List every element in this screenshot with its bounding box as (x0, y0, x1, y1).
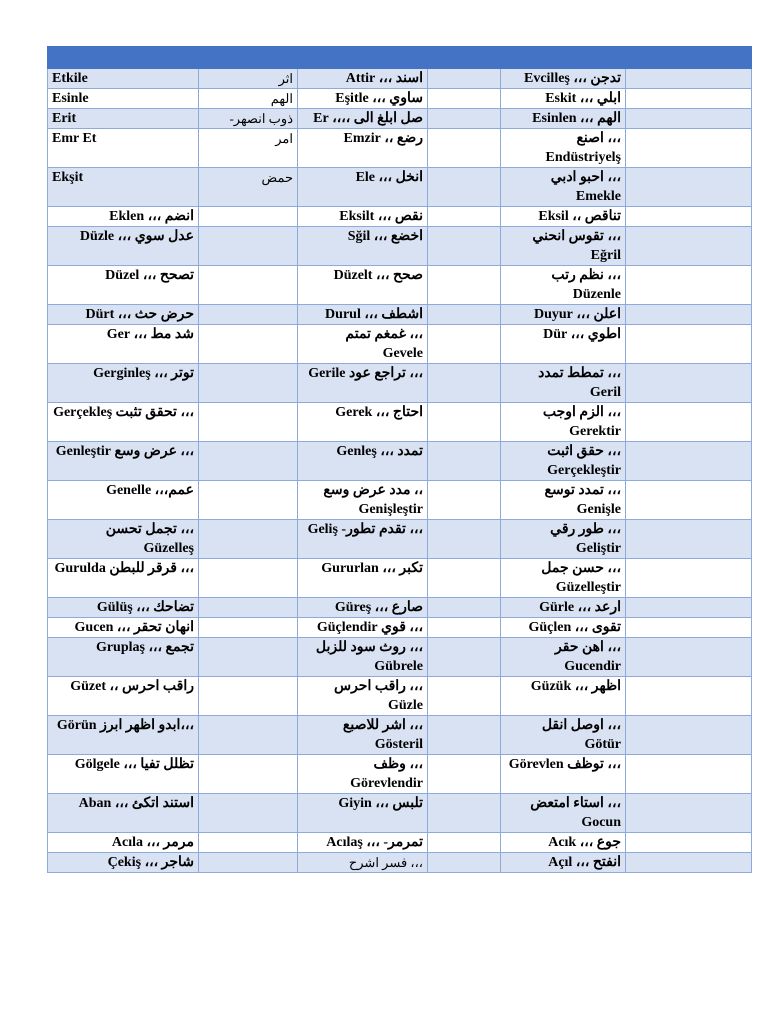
table-cell (626, 442, 752, 481)
table-cell: الهم (199, 89, 298, 109)
table-cell (428, 168, 501, 207)
table-cell (626, 305, 752, 325)
table-cell (428, 403, 501, 442)
table-cell (428, 129, 501, 168)
table-cell: ساوي ،،، Eşitle (298, 89, 428, 109)
table-cell (199, 598, 298, 618)
table-row (48, 109, 752, 129)
table-cell: Etkile (48, 69, 199, 89)
table-cell (199, 442, 298, 481)
table-cell (626, 853, 752, 873)
table-cell: عمم،،، Genelle (48, 481, 199, 520)
header-cell (428, 47, 501, 69)
table-row (48, 207, 752, 227)
table-cell (626, 716, 752, 755)
table-cell (199, 794, 298, 833)
table-cell (428, 442, 501, 481)
table-cell: انضم ،،، Eklen (48, 207, 199, 227)
table-cell (199, 481, 298, 520)
table-cell: Ekşit (48, 168, 199, 207)
table-cell (428, 794, 501, 833)
table-cell (626, 794, 752, 833)
table-cell (199, 227, 298, 266)
table-cell: ،،، تمطط تمدد Geril (501, 364, 626, 403)
table-cell: ،،، تحقق تثبت Gerçekleş (48, 403, 199, 442)
table-cell (626, 89, 752, 109)
table-cell: ،،، قوي Güçlendir (298, 618, 428, 638)
table-cell (626, 403, 752, 442)
table-cell (626, 168, 752, 207)
table-cell: اعلن ،،، Duyur (501, 305, 626, 325)
table-cell (428, 716, 501, 755)
table-cell (199, 520, 298, 559)
table-row (48, 755, 752, 794)
table-cell: تقوى ،،، Güçlen (501, 618, 626, 638)
table-cell (428, 364, 501, 403)
table-cell (199, 305, 298, 325)
table-cell: ،،، تجمل تحسن Güzelleş (48, 520, 199, 559)
table-cell (626, 638, 752, 677)
table-cell: ،،، حقق اثبت Gerçekleştir (501, 442, 626, 481)
table-cell (626, 109, 752, 129)
table-cell (428, 853, 501, 873)
table-cell (428, 207, 501, 227)
table-cell (626, 129, 752, 168)
table-cell: ،،، الزم اوجب Gerektir (501, 403, 626, 442)
table-cell: تمرمر- ،،، Acılaş (298, 833, 428, 853)
table-cell: اظهر ،،، Güzük (501, 677, 626, 716)
table-cell: حمض (199, 168, 298, 207)
table-cell (626, 481, 752, 520)
table-row (48, 598, 752, 618)
table-cell (626, 598, 752, 618)
table-cell: ،،، تقوس انحني Eğril (501, 227, 626, 266)
table-cell (626, 618, 752, 638)
table-cell: احتاج ،،، Gerek (298, 403, 428, 442)
table-cell: اثر (199, 69, 298, 89)
table-cell (428, 266, 501, 305)
table-row (48, 618, 752, 638)
table-cell (199, 364, 298, 403)
table-cell (626, 520, 752, 559)
table-cell (626, 833, 752, 853)
table-row (48, 481, 752, 520)
table-cell (199, 638, 298, 677)
table-cell: تمدد ،،، Genleş (298, 442, 428, 481)
table-cell (428, 677, 501, 716)
table-cell: ،،، طور رقي Geliştir (501, 520, 626, 559)
table-cell: Erit (48, 109, 199, 129)
table-row (48, 833, 752, 853)
table-row (48, 442, 752, 481)
table-cell: تناقص ،، Eksil (501, 207, 626, 227)
table-cell: ،،، نظم رتب Düzenle (501, 266, 626, 305)
table-row (48, 559, 752, 598)
table-cell (626, 677, 752, 716)
table-cell: ،،، اوصل انقل Götür (501, 716, 626, 755)
table-cell (199, 755, 298, 794)
table-body (48, 47, 752, 873)
table-cell (626, 325, 752, 364)
table-row (48, 89, 752, 109)
table-cell (428, 109, 501, 129)
table-cell: اطوي ،،، Dür (501, 325, 626, 364)
table-cell: الهم ،،، Esinlen (501, 109, 626, 129)
header-cell (199, 47, 298, 69)
table-cell (199, 618, 298, 638)
table-cell: تجمع ،،، Gruplaş (48, 638, 199, 677)
table-cell: مرمر ،،، Acıla (48, 833, 199, 853)
table-row (48, 403, 752, 442)
table-row (48, 227, 752, 266)
table-cell: تدجن ،،، Evcilleş (501, 69, 626, 89)
table-row (48, 305, 752, 325)
table-cell: ،،، اهن حقر Gucendir (501, 638, 626, 677)
table-cell: ذوب انصهر- (199, 109, 298, 129)
table-cell (199, 833, 298, 853)
table-cell: صحح ،،، Düzelt (298, 266, 428, 305)
table-cell: شاجر ،،، Çekiş (48, 853, 199, 873)
table-row (48, 716, 752, 755)
table-cell: اخضع ،،، Sğil (298, 227, 428, 266)
table-cell: اسند ،،، Attir (298, 69, 428, 89)
table-cell: جوع ،،، Acık (501, 833, 626, 853)
table-cell: ،،، اصنع Endüstriyelş (501, 129, 626, 168)
table-row (48, 266, 752, 305)
table-cell (199, 677, 298, 716)
table-cell: عدل سوي ،،، Düzle (48, 227, 199, 266)
table-row (48, 853, 752, 873)
table-cell: امر (199, 129, 298, 168)
table-cell: تلبس ،،، Giyin (298, 794, 428, 833)
table-cell: ،،، عرض وسع Genleştir (48, 442, 199, 481)
table-cell (428, 89, 501, 109)
table-cell: انهان تحقر ،،، Gucen (48, 618, 199, 638)
table-cell: ،،، تراجع عود Gerile (298, 364, 428, 403)
table-cell: تصحح ،،، Düzel (48, 266, 199, 305)
table-cell: ،،، توظف Görevlen (501, 755, 626, 794)
vocabulary-table (47, 46, 752, 873)
table-cell (428, 227, 501, 266)
table-cell (199, 403, 298, 442)
table-cell: صارع ،،، Güreş (298, 598, 428, 618)
table-cell (428, 69, 501, 89)
table-row (48, 520, 752, 559)
table-row (48, 168, 752, 207)
table-cell (199, 559, 298, 598)
table-cell: رضع ،، Emzir (298, 129, 428, 168)
table-cell: Esinle (48, 89, 199, 109)
table-header-row (48, 47, 752, 69)
table-cell: تظلل تفيا ،،، Gölgele (48, 755, 199, 794)
header-cell (298, 47, 428, 69)
table-cell: ،،، تمدد توسع Genişle (501, 481, 626, 520)
table-cell (428, 325, 501, 364)
vocabulary-table-container (47, 46, 751, 873)
table-cell (626, 755, 752, 794)
table-row (48, 794, 752, 833)
table-cell (626, 207, 752, 227)
table-cell (428, 481, 501, 520)
table-cell: ،،، روث سود للزبل Gübrele (298, 638, 428, 677)
table-row (48, 364, 752, 403)
table-cell: اشطف ،،، Durul (298, 305, 428, 325)
table-cell (199, 853, 298, 873)
table-cell (428, 618, 501, 638)
table-cell: ارعد ،،، Gürle (501, 598, 626, 618)
table-cell: تضاحك ،،، Gülüş (48, 598, 199, 618)
table-cell: ،،،ابدو اظهر ابرز Görün (48, 716, 199, 755)
table-cell: ،،، استاء امتعض Gocun (501, 794, 626, 833)
table-cell: صل ابلغ الى ،،،، Er (298, 109, 428, 129)
header-cell (48, 47, 199, 69)
table-row (48, 638, 752, 677)
table-row (48, 69, 752, 89)
table-cell (428, 559, 501, 598)
table-cell: استند اتكئ ،،، Aban (48, 794, 199, 833)
table-cell: ابلي ،،، Eskit (501, 89, 626, 109)
table-cell: شد مط ،،، Ger (48, 325, 199, 364)
table-cell (626, 364, 752, 403)
table-cell (428, 755, 501, 794)
table-cell: ،،، راقب احرس Güzle (298, 677, 428, 716)
table-cell (428, 638, 501, 677)
table-cell: حرض حث ،،، Dürt (48, 305, 199, 325)
table-cell (199, 716, 298, 755)
table-cell: ،،، حسن جمل Güzelleştir (501, 559, 626, 598)
table-cell (626, 559, 752, 598)
table-cell: ،، مدد عرض وسع Genişleştir (298, 481, 428, 520)
table-cell (626, 227, 752, 266)
header-cell (626, 47, 752, 69)
table-cell (626, 266, 752, 305)
table-row (48, 677, 752, 716)
table-cell: انخل ،،، Ele (298, 168, 428, 207)
table-cell (199, 207, 298, 227)
table-cell (199, 266, 298, 305)
table-cell (199, 325, 298, 364)
table-cell: ،،، قرقر للبطن Gurulda (48, 559, 199, 598)
table-row (48, 129, 752, 168)
table-cell (428, 305, 501, 325)
table-cell: ،،، تقدم تطور- Geliş (298, 520, 428, 559)
table-cell: ،،، اشر للاصبع Gösteril (298, 716, 428, 755)
table-cell (626, 69, 752, 89)
table-cell (428, 833, 501, 853)
table-cell: ،،، فسر اشرح (298, 853, 428, 873)
table-cell: ،،، وظف Görevlendir (298, 755, 428, 794)
table-cell: ،،، احبو ادبي Emekle (501, 168, 626, 207)
table-cell: Emr Et (48, 129, 199, 168)
header-cell (501, 47, 626, 69)
table-cell (428, 520, 501, 559)
table-cell: نقص ،،، Eksilt (298, 207, 428, 227)
table-cell (428, 598, 501, 618)
table-cell: تكبر ،،، Gururlan (298, 559, 428, 598)
table-cell: انفتح ،،، Açıl (501, 853, 626, 873)
table-cell: ،،، غمغم تمتم Gevele (298, 325, 428, 364)
table-row (48, 325, 752, 364)
table-cell: توتر ،،، Gerginleş (48, 364, 199, 403)
table-cell: راقب احرس ،، Güzet (48, 677, 199, 716)
